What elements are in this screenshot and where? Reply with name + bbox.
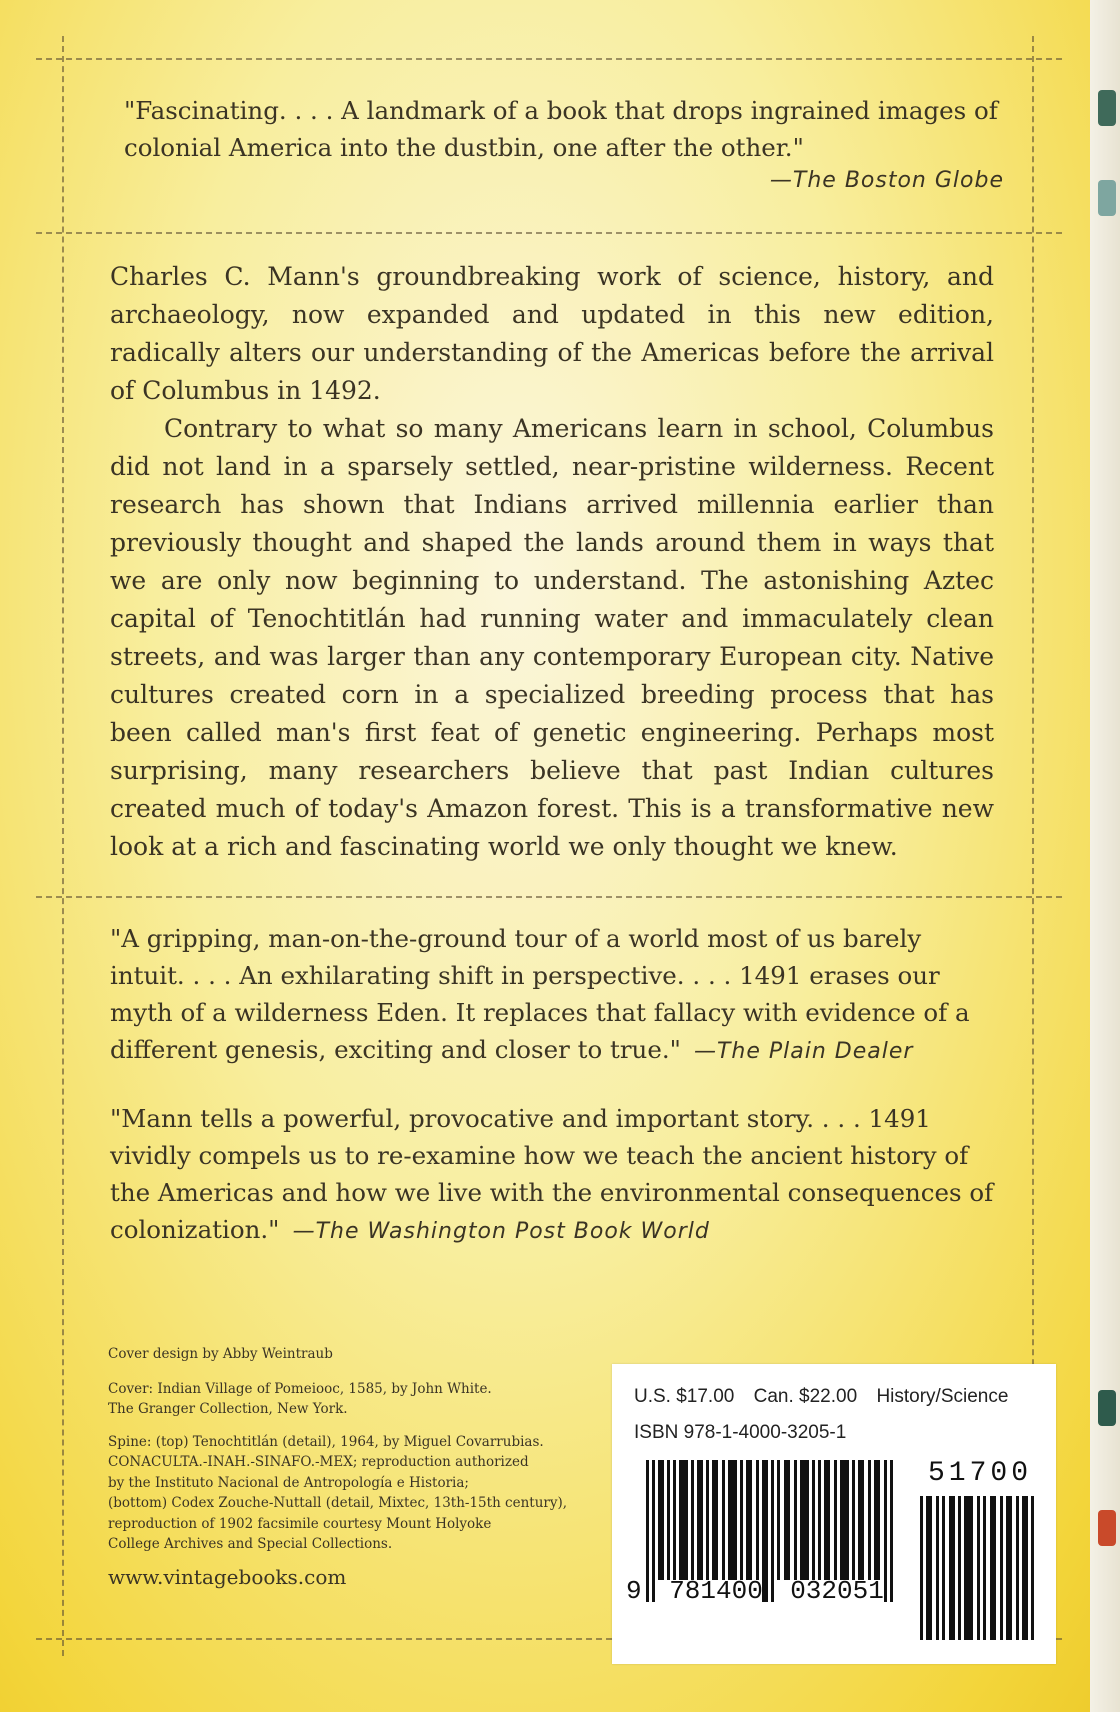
edge-color-mark [1098,180,1116,216]
isbn-number: ISBN 978-1-4000-3205-1 [634,1422,847,1443]
quote-plain-dealer [110,920,994,1068]
quote-text: "Fascinating. . . . A landmark of a book that drops ingrained images of colonial America into the dustbin, one after the other." [124,96,998,162]
price-barcode-box [612,1364,1056,1664]
credit-line: Spine: (top) Tenochtitlán (detail), 1964, by Miguel Covarrubias. [108,1433,544,1450]
price-addon-barcode [920,1496,1036,1640]
category-label: History/Science [876,1386,1009,1407]
edge-color-mark [1098,90,1116,126]
page-edge-strip [1090,0,1120,1712]
dashed-guide-line [36,58,1062,60]
quote-boston-globe [124,92,1004,193]
quote-text: "Mann tells a powerful, provocative and important story. . . . 1491 vividly compels us to re-examine how we teach the ancient history of the Americas and how we live with the environmental consequences of colonization." [110,1104,994,1244]
credit-line: The Granger Collection, New York. [108,1401,348,1417]
quote-text: "A gripping, man-on-the-ground tour of a world most of us barely intuit. . . . An exhilarating shift in perspective. . . . 1491 erases our myth of a wilderness Eden. It replaces that fallacy with evidence of a different genesis, exciting and closer to true." [110,924,970,1064]
ean-first-digit: 9 [626,1576,642,1606]
edge-color-mark [1098,1510,1116,1546]
price-line [634,1386,1022,1408]
book-description [110,258,994,866]
credit-line: reproduction of 1902 facsimile courtesy Mount Holyoke [108,1515,492,1532]
quote-attribution: —The Boston Globe [769,168,1004,193]
dashed-guide-line [36,896,1062,898]
dashed-guide-line [36,232,1062,234]
price-addon-digits: 51700 [928,1458,1033,1489]
credit-line: by the Instituto Nacional de Antropología e Historia; [108,1474,469,1491]
canada-price: Can. $22.00 [753,1386,858,1407]
quote-attribution: —The Plain Dealer [693,1039,914,1064]
ean-left-digits: 781400 [669,1576,763,1606]
edge-color-mark [1098,1390,1116,1426]
description-paragraph: Contrary to what so many Americans learn in school, Columbus did not land in a sparsely settled, near-pristine wilderness. Recent research has shown that Indians arrived millennia earlier than previously thought and shaped the lands around them in ways that we are only now beginning to understand. The astonishing Aztec capital of Tenochtitlán had running water and immaculately clean streets, and was larger than any contemporary European city. Native cultures created corn in a specialized breeding process that has been called man's first feat of genetic engineering. Perhaps most surprising, many researchers believe that past Indian cultures created much of today's Amazon forest. This is a transformative new look at a rich and fascinating world we only thought we knew. [110,414,994,861]
dashed-guide-line [62,36,64,1656]
description-paragraph: Charles C. Mann's groundbreaking work of science, history, and archaeology, now expanded and updated in this new edition, radically alters our understanding of the Americas before the arrival of Columbus in 1492. [110,262,994,405]
quote-washington-post [110,1100,994,1248]
credit-line: CONACULTA.-INAH.-SINAFO.-MEX; reproduction authorized [108,1454,529,1470]
credit-line: Cover: Indian Village of Pomeiooc, 1585, by John White. [108,1380,492,1397]
us-price: U.S. $17.00 [634,1386,735,1407]
publisher-website: www.vintagebooks.com [108,1564,347,1589]
credit-line: (bottom) Codex Zouche-Nuttall (detail, Mixtec, 13th-15th century), [108,1495,568,1511]
cover-credits [108,1344,608,1587]
cover-design-credit: Cover design by Abby Weintraub [108,1346,333,1362]
quote-attribution: —The Washington Post Book World [292,1219,710,1244]
ean-right-digits: 032051 [790,1576,884,1606]
credit-line: College Archives and Special Collections. [108,1536,393,1552]
